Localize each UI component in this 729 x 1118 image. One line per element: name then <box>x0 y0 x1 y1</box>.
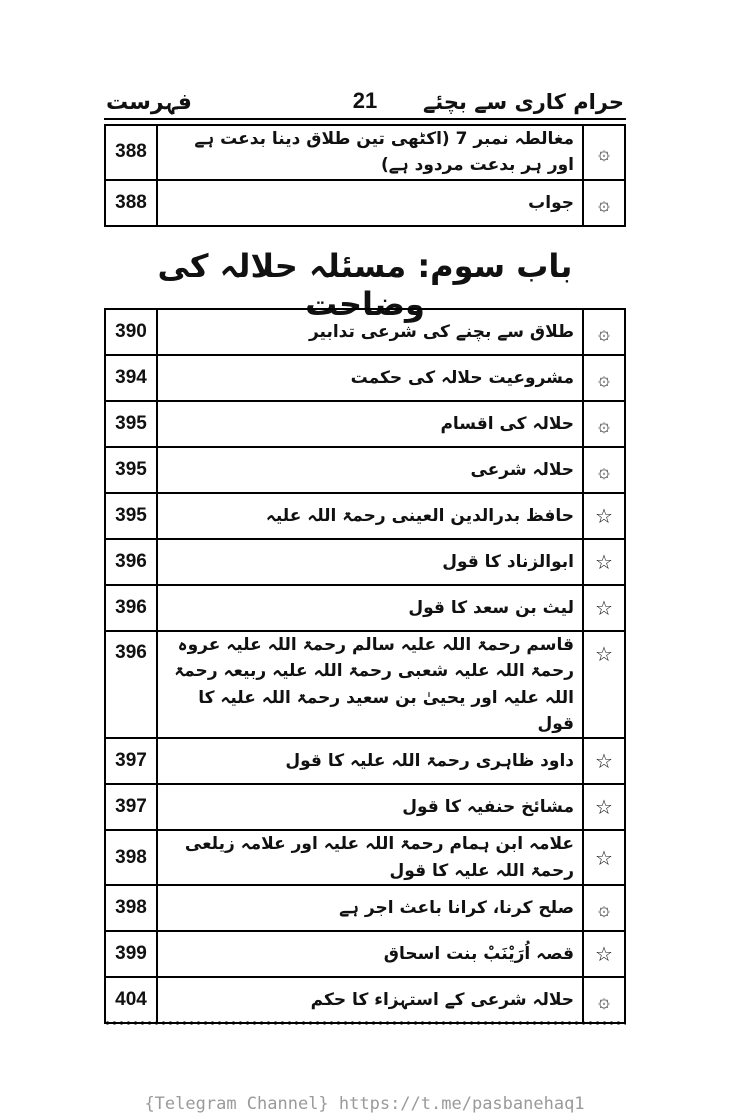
toc-page: 395 <box>105 401 157 447</box>
flower-icon: ۞ <box>583 977 625 1023</box>
toc-title[interactable]: قاسم رحمۃ اللہ علیہ سالم رحمۃ اللہ علیہ عروہ رحمۃ اللہ علیہ شعبی رحمۃ اللہ علیہ ربیعہ رحمۃ اللہ علیہ اور یحییٰ بن سعید رحمۃ اللہ علیہ کا قول <box>157 631 583 738</box>
toc-title[interactable]: مغالطہ نمبر 7 (اکٹھی تین طلاق دینا بدعت ہے اور ہر بدعت مردود ہے) <box>157 125 583 180</box>
toc-title[interactable]: حلالہ شرعی <box>157 447 583 493</box>
toc-row[interactable] <box>105 784 625 830</box>
chapter-title: باب سوم: مسئلہ حلالہ کی وضاحت <box>157 247 573 323</box>
toc-table-chapter <box>104 308 626 1024</box>
toc-table-top <box>104 124 626 227</box>
flower-icon: ۞ <box>583 125 625 180</box>
toc-row[interactable] <box>105 180 625 226</box>
toc-row[interactable] <box>105 931 625 977</box>
flower-icon: ۞ <box>583 355 625 401</box>
toc-page: 399 <box>105 931 157 977</box>
flower-icon: ۞ <box>583 401 625 447</box>
toc-title[interactable]: حلالہ شرعی کے استہزاء کا حکم <box>157 977 583 1023</box>
star-icon: ☆ <box>583 738 625 784</box>
toc-page: 404 <box>105 977 157 1023</box>
toc-title[interactable]: علامہ ابن ہمام رحمۃ اللہ علیہ اور علامہ زیلعی رحمۃ اللہ علیہ کا قول <box>157 830 583 885</box>
flower-icon: ۞ <box>583 885 625 931</box>
toc-row[interactable] <box>105 585 625 631</box>
toc-page: 395 <box>105 493 157 539</box>
toc-title[interactable]: طلاق سے بچنے کی شرعی تدابیر <box>157 309 583 355</box>
toc-row[interactable] <box>105 355 625 401</box>
book-title: حرام کاری سے بچئے <box>422 90 624 114</box>
star-icon: ☆ <box>583 830 625 885</box>
toc-title[interactable]: ابوالزناد کا قول <box>157 539 583 585</box>
toc-title[interactable]: داود ظاہری رحمۃ اللہ علیہ کا قول <box>157 738 583 784</box>
toc-title[interactable]: حافظ بدرالدین العینی رحمۃ اللہ علیہ <box>157 493 583 539</box>
flower-icon: ۞ <box>583 447 625 493</box>
toc-row[interactable] <box>105 309 625 355</box>
toc-row[interactable] <box>105 539 625 585</box>
toc-title[interactable]: قصہ اُرَیْنَبْ بنت اسحاق <box>157 931 583 977</box>
page-number: 21 <box>352 88 378 113</box>
telegram-footer[interactable]: {Telegram Channel} https://t.me/pasbanehaq1 <box>144 1094 585 1114</box>
toc-title[interactable]: مشائخ حنفیہ کا قول <box>157 784 583 830</box>
toc-row[interactable] <box>105 830 625 885</box>
toc-page: 397 <box>105 738 157 784</box>
toc-page: 388 <box>105 125 157 180</box>
toc-page: 395 <box>105 447 157 493</box>
flower-icon: ۞ <box>583 309 625 355</box>
toc-page: 397 <box>105 784 157 830</box>
toc-row[interactable] <box>105 885 625 931</box>
toc-page: 396 <box>105 585 157 631</box>
page-header <box>104 86 626 116</box>
toc-title[interactable]: جواب <box>157 180 583 226</box>
section-title: فہرست <box>106 90 192 115</box>
star-icon: ☆ <box>583 539 625 585</box>
toc-page: 396 <box>105 539 157 585</box>
toc-row[interactable] <box>105 631 625 738</box>
toc-page: 398 <box>105 885 157 931</box>
toc-title[interactable]: لیث بن سعد کا قول <box>157 585 583 631</box>
header-rule <box>104 118 626 120</box>
toc-page: 394 <box>105 355 157 401</box>
toc-page: 390 <box>105 309 157 355</box>
toc-row[interactable] <box>105 125 625 180</box>
flower-icon: ۞ <box>583 180 625 226</box>
toc-page: 388 <box>105 180 157 226</box>
star-icon: ☆ <box>583 631 625 738</box>
dotted-divider <box>104 1020 626 1026</box>
toc-row[interactable] <box>105 493 625 539</box>
toc-title[interactable]: صلح کرنا، کرانا باعث اجر ہے <box>157 885 583 931</box>
toc-title[interactable]: حلالہ کی اقسام <box>157 401 583 447</box>
toc-row[interactable] <box>105 447 625 493</box>
star-icon: ☆ <box>583 784 625 830</box>
star-icon: ☆ <box>583 585 625 631</box>
star-icon: ☆ <box>583 931 625 977</box>
toc-row[interactable] <box>105 401 625 447</box>
star-icon: ☆ <box>583 493 625 539</box>
toc-row[interactable] <box>105 977 625 1023</box>
toc-row[interactable] <box>105 738 625 784</box>
toc-page: 396 <box>105 631 157 738</box>
toc-page: 398 <box>105 830 157 885</box>
toc-title[interactable]: مشروعیت حلالہ کی حکمت <box>157 355 583 401</box>
